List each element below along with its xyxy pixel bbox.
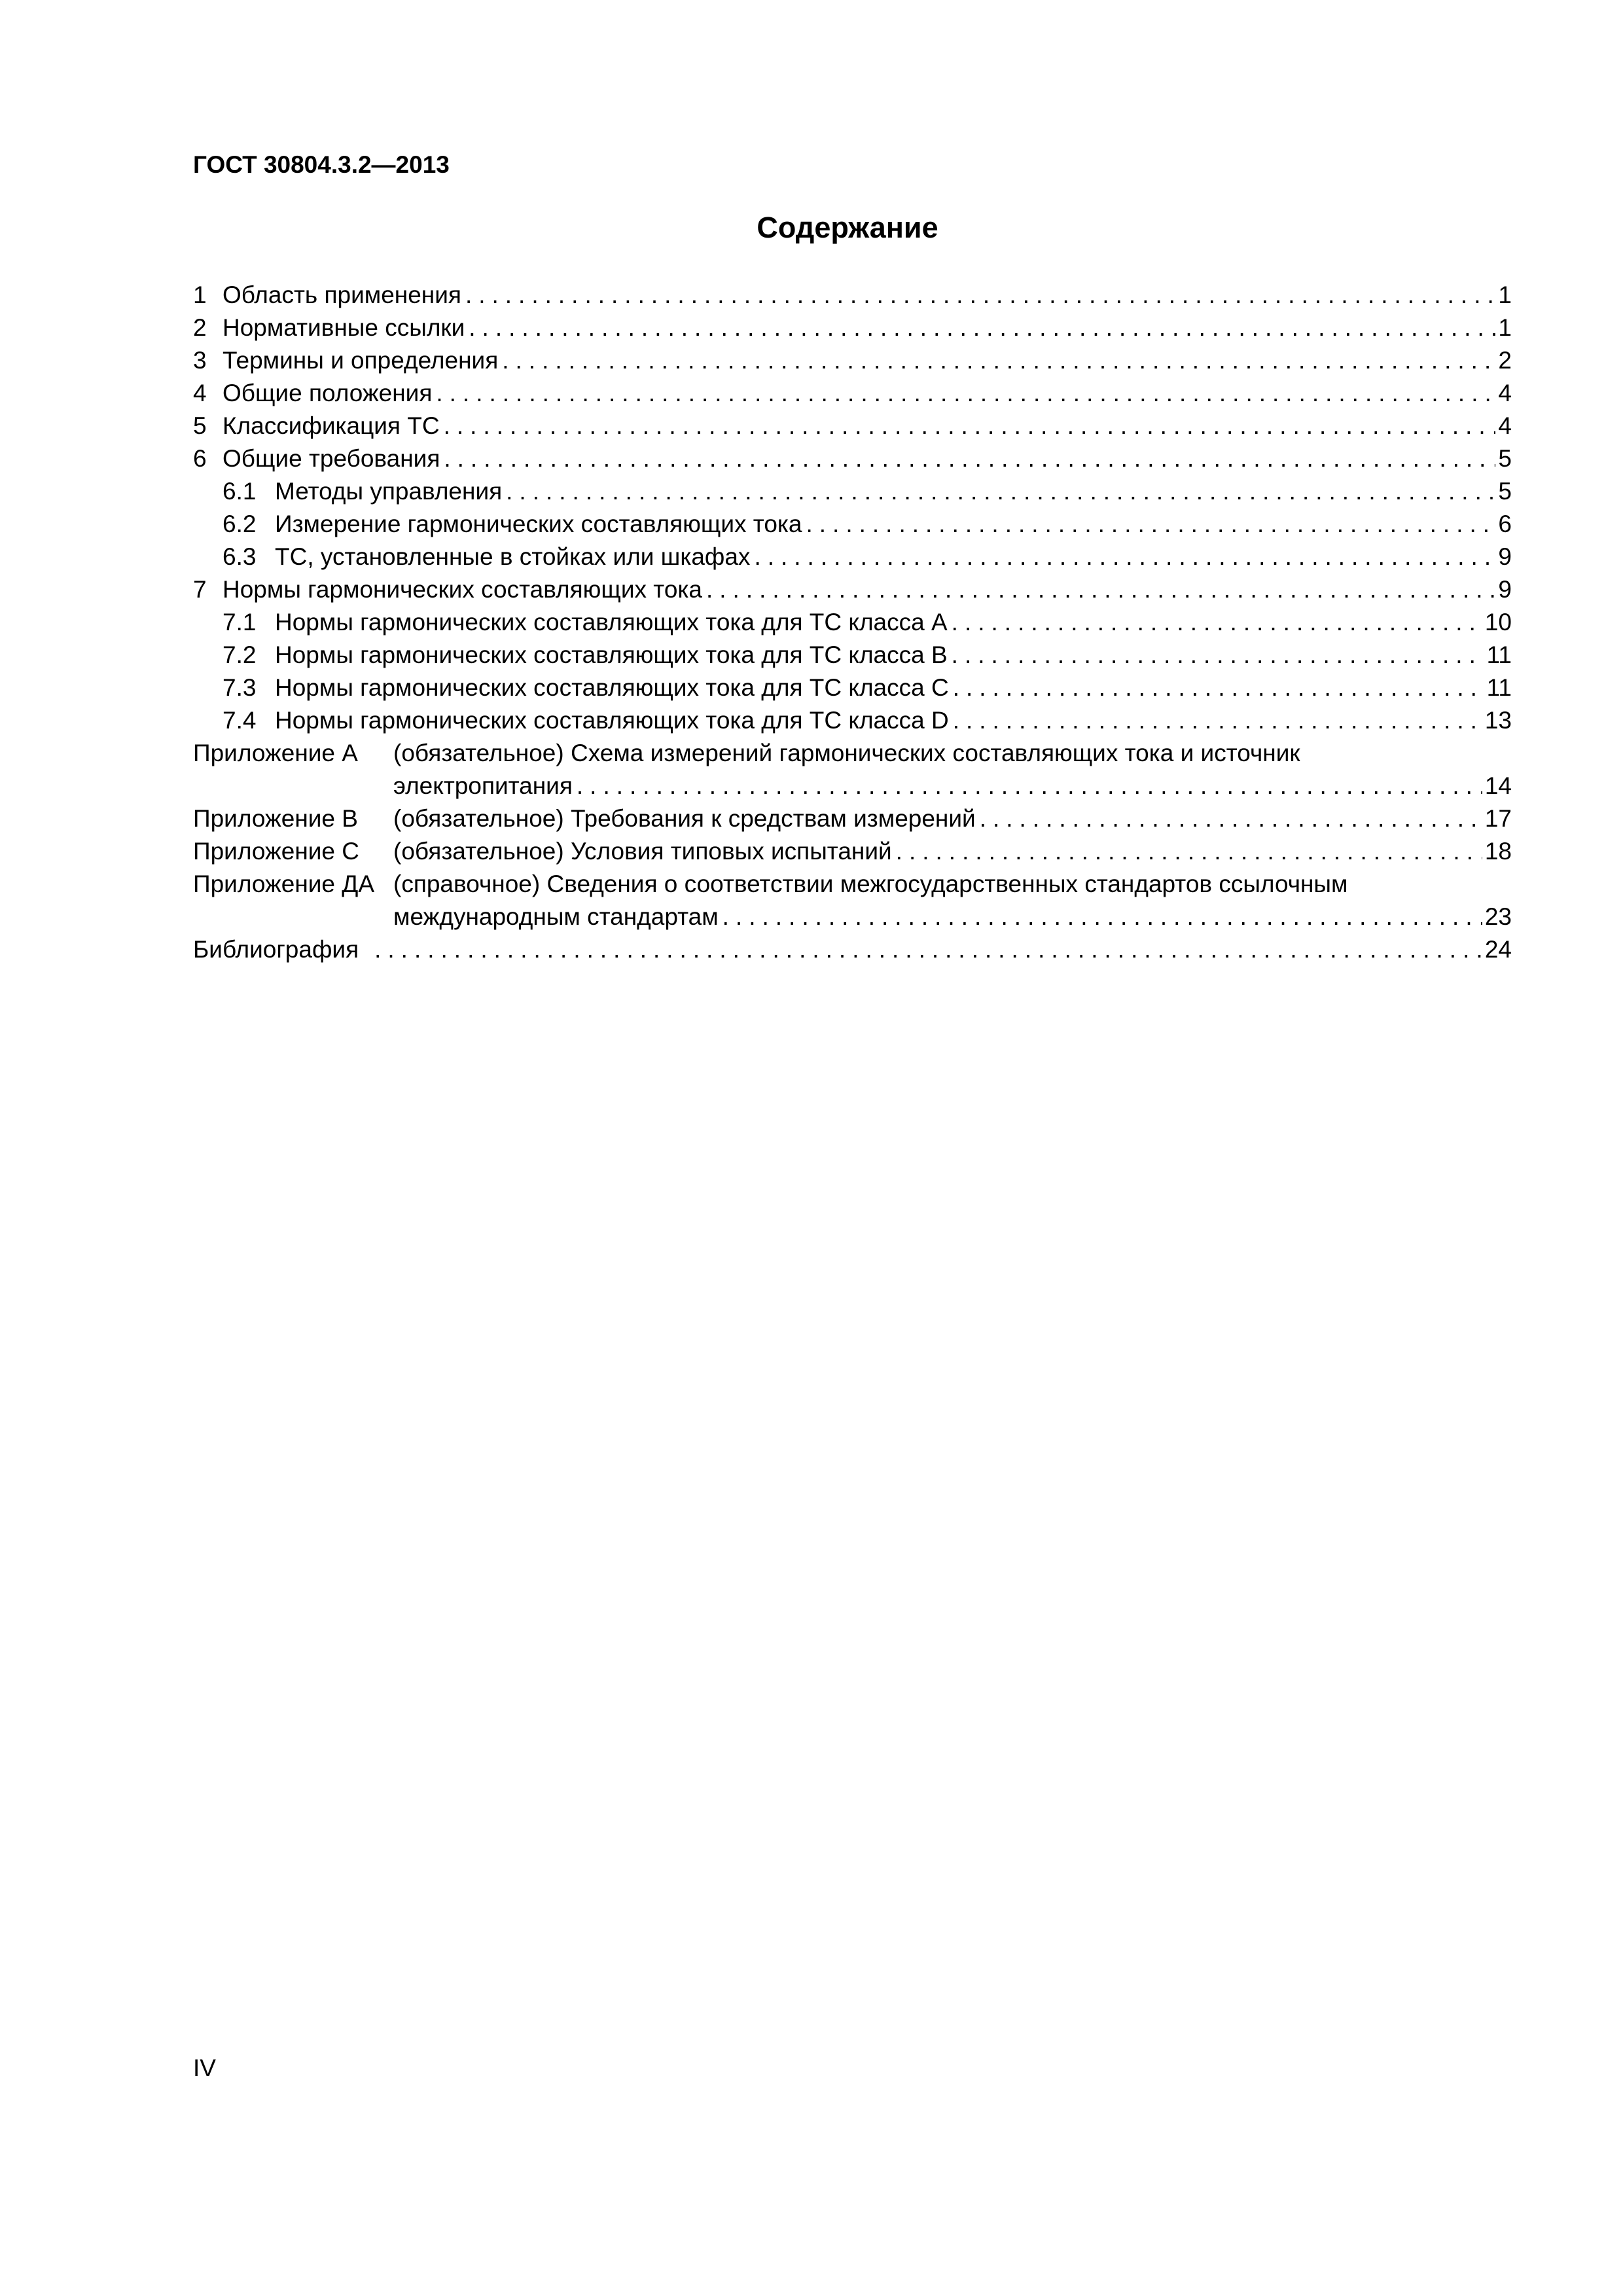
toc-item-label: ТС, установленные в стойках или шкафах [275, 543, 751, 570]
annex-label: (обязательное) Требования к средствам измерений [393, 805, 976, 832]
toc-item-page: 11 [1486, 641, 1512, 668]
toc-title: Содержание [757, 211, 938, 244]
toc-item-page: 10 [1484, 609, 1512, 636]
toc-item-page: 2 [1498, 347, 1512, 374]
annex-label-continuation: международным стандартам [393, 903, 719, 930]
toc-item-6-1[interactable] [193, 475, 1512, 508]
toc-item-number: 6.2 [223, 511, 257, 537]
toc-item-6[interactable] [193, 442, 1512, 475]
toc-item-label: Общие положения [223, 380, 433, 406]
annex-label: (обязательное) Схема измерений гармонических составляющих тока и источник [393, 740, 1300, 766]
toc-item-page: 4 [1498, 412, 1512, 439]
toc-annex-a-continuation[interactable] [193, 770, 1512, 802]
annex-prefix: Приложение А [193, 740, 358, 766]
toc-leader-dots [980, 802, 1482, 835]
toc-leader-dots [952, 606, 1482, 639]
toc-item-number: 2 [193, 314, 207, 341]
bibliography-label: Библиография [193, 936, 359, 963]
toc-item-label: Измерение гармонических составляющих тока [275, 511, 802, 537]
toc-item-number: 5 [193, 412, 207, 439]
toc-item-7-1[interactable] [193, 606, 1512, 639]
annex-label-continuation: электропитания [393, 772, 573, 799]
toc-item-label: Классификация ТС [223, 412, 440, 439]
toc-annex-b[interactable] [193, 802, 1512, 835]
toc-item-page: 23 [1484, 903, 1512, 930]
page-number: IV [193, 2054, 216, 2081]
toc-item-number: 4 [193, 380, 207, 406]
toc-item-number: 6.3 [223, 543, 257, 570]
toc-item-label: Общие требования [223, 445, 440, 472]
toc-annex-a[interactable] [193, 737, 1512, 770]
toc-item-label: Методы управления [275, 478, 503, 505]
toc-annex-c[interactable] [193, 835, 1512, 868]
toc-item-page: 11 [1486, 674, 1512, 701]
toc-item-2[interactable] [193, 312, 1512, 344]
toc-item-page: 9 [1498, 543, 1512, 570]
toc-item-label: Область применения [223, 281, 461, 308]
toc-item-page: 17 [1484, 805, 1512, 832]
annex-prefix: Приложение С [193, 838, 360, 865]
toc-item-page: 5 [1498, 478, 1512, 505]
toc-annex-da-continuation[interactable] [193, 901, 1512, 933]
toc-bibliography[interactable] [193, 933, 1512, 966]
toc-item-page: 4 [1498, 380, 1512, 406]
toc-leader-dots [374, 933, 1482, 966]
toc-item-label: Нормы гармонических составляющих тока для ТС класса D [275, 707, 949, 734]
toc-item-number: 7 [193, 576, 207, 603]
toc-item-page: 6 [1498, 511, 1512, 537]
toc-item-label: Нормы гармонических составляющих тока для ТС класса В [275, 641, 948, 668]
table-of-contents [193, 279, 1512, 966]
toc-item-page: 5 [1498, 445, 1512, 472]
toc-leader-dots [502, 344, 1495, 377]
toc-leader-dots [444, 410, 1496, 442]
toc-leader-dots [506, 475, 1495, 508]
toc-leader-dots [896, 835, 1482, 868]
toc-leader-dots [806, 508, 1496, 541]
toc-item-number: 6.1 [223, 478, 257, 505]
toc-item-3[interactable] [193, 344, 1512, 377]
toc-item-number: 7.1 [223, 609, 257, 636]
toc-item-number: 7.3 [223, 674, 257, 701]
toc-leader-dots [436, 377, 1495, 410]
toc-leader-dots [953, 704, 1482, 737]
toc-leader-dots [465, 279, 1495, 312]
toc-item-1[interactable] [193, 279, 1512, 312]
toc-item-label: Нормы гармонических составляющих тока [223, 576, 702, 603]
toc-leader-dots [469, 312, 1495, 344]
toc-annex-da[interactable] [193, 868, 1512, 901]
toc-item-number: 6 [193, 445, 207, 472]
toc-leader-dots [754, 541, 1495, 573]
toc-leader-dots [953, 672, 1484, 704]
toc-item-7[interactable] [193, 573, 1512, 606]
toc-item-page: 9 [1498, 576, 1512, 603]
toc-item-number: 7.4 [223, 707, 257, 734]
toc-item-label: Термины и определения [223, 347, 499, 374]
annex-prefix: Приложение ДА [193, 870, 375, 897]
toc-item-label: Нормы гармонических составляющих тока для ТС класса С [275, 674, 949, 701]
toc-item-number: 1 [193, 281, 207, 308]
toc-item-number: 7.2 [223, 641, 257, 668]
toc-item-page: 1 [1498, 281, 1512, 308]
toc-item-number: 3 [193, 347, 207, 374]
toc-leader-dots [444, 442, 1495, 475]
toc-leader-dots [952, 639, 1484, 672]
toc-leader-dots [577, 770, 1482, 802]
annex-prefix: Приложение В [193, 805, 358, 832]
toc-leader-dots [706, 573, 1495, 606]
document-header: ГОСТ 30804.3.2—2013 [193, 151, 450, 178]
toc-item-page: 18 [1484, 838, 1512, 865]
toc-item-label: Нормы гармонических составляющих тока для ТС класса А [275, 609, 948, 636]
toc-item-page: 24 [1484, 936, 1512, 963]
toc-item-7-2[interactable] [193, 639, 1512, 672]
annex-label: (справочное) Сведения о соответствии межгосударственных стандартов ссылочным [393, 870, 1348, 897]
toc-item-4[interactable] [193, 377, 1512, 410]
toc-item-page: 13 [1484, 707, 1512, 734]
toc-item-page: 1 [1498, 314, 1512, 341]
toc-leader-dots [722, 901, 1482, 933]
toc-item-6-2[interactable] [193, 508, 1512, 541]
toc-item-5[interactable] [193, 410, 1512, 442]
annex-label: (обязательное) Условия типовых испытаний [393, 838, 892, 865]
toc-item-label: Нормативные ссылки [223, 314, 465, 341]
toc-item-7-3[interactable] [193, 672, 1512, 704]
toc-item-page: 14 [1484, 772, 1512, 799]
toc-item-7-4[interactable] [193, 704, 1512, 737]
toc-item-6-3[interactable] [193, 541, 1512, 573]
